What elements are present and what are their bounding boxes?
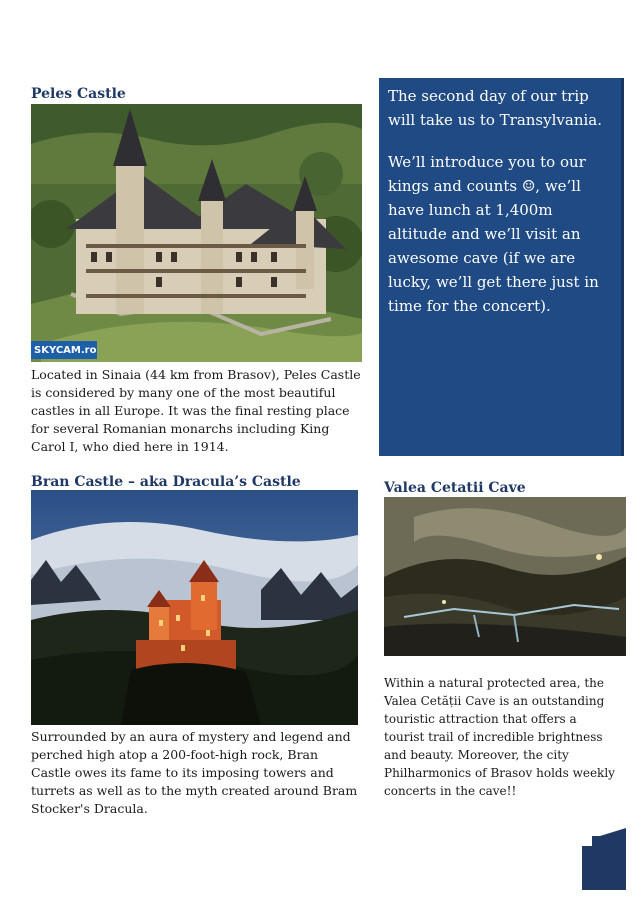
trip-intro-box	[379, 78, 624, 456]
valea-cetatii-cave-description: Within a natural protected area, the Valea Cetății Cave is an outstanding touristic attraction that offers a tourist trail of incredible brightness and beauty. Moreover, the city Philharmonics of Brasov holds weekly concerts in the cave!!	[384, 676, 615, 798]
page-corner-decoration	[582, 828, 626, 890]
peles-castle-heading: Peles Castle	[31, 86, 126, 102]
valea-cetatii-cave-photo	[384, 497, 626, 656]
bran-castle-heading: Bran Castle – aka Dracula’s Castle	[31, 474, 301, 490]
bran-castle-photo	[31, 490, 358, 725]
trip-intro-paragraph-2: We’ll introduce you to our kings and counts ☺, we’ll have lunch at 1,400m altitude and we’ll visit an awesome cave (if we are lucky, we’ll get there just in time for the concert).	[388, 153, 599, 315]
peles-castle-description: Located in Sinaia (44 km from Brasov), Peles Castle is considered by many one of the most beautiful castles in all Europe. It was the final resting place for several Romanian monarchs including King Carol I, who died here in 1914.	[31, 367, 361, 454]
trip-intro-paragraph-1: The second day of our trip will take us to Transylvania.	[388, 87, 602, 129]
valea-cetatii-cave-heading: Valea Cetatii Cave	[384, 480, 526, 496]
peles-photo-watermark: SKYCAM.ro	[34, 345, 97, 356]
bran-castle-description: Surrounded by an aura of mystery and legend and perched high atop a 200-foot-high rock, Bran Castle owes its fame to its imposing towers and turrets as well as to the myth created around Bram Stocker's Dracula.	[31, 729, 358, 816]
peles-castle-photo	[31, 104, 362, 362]
